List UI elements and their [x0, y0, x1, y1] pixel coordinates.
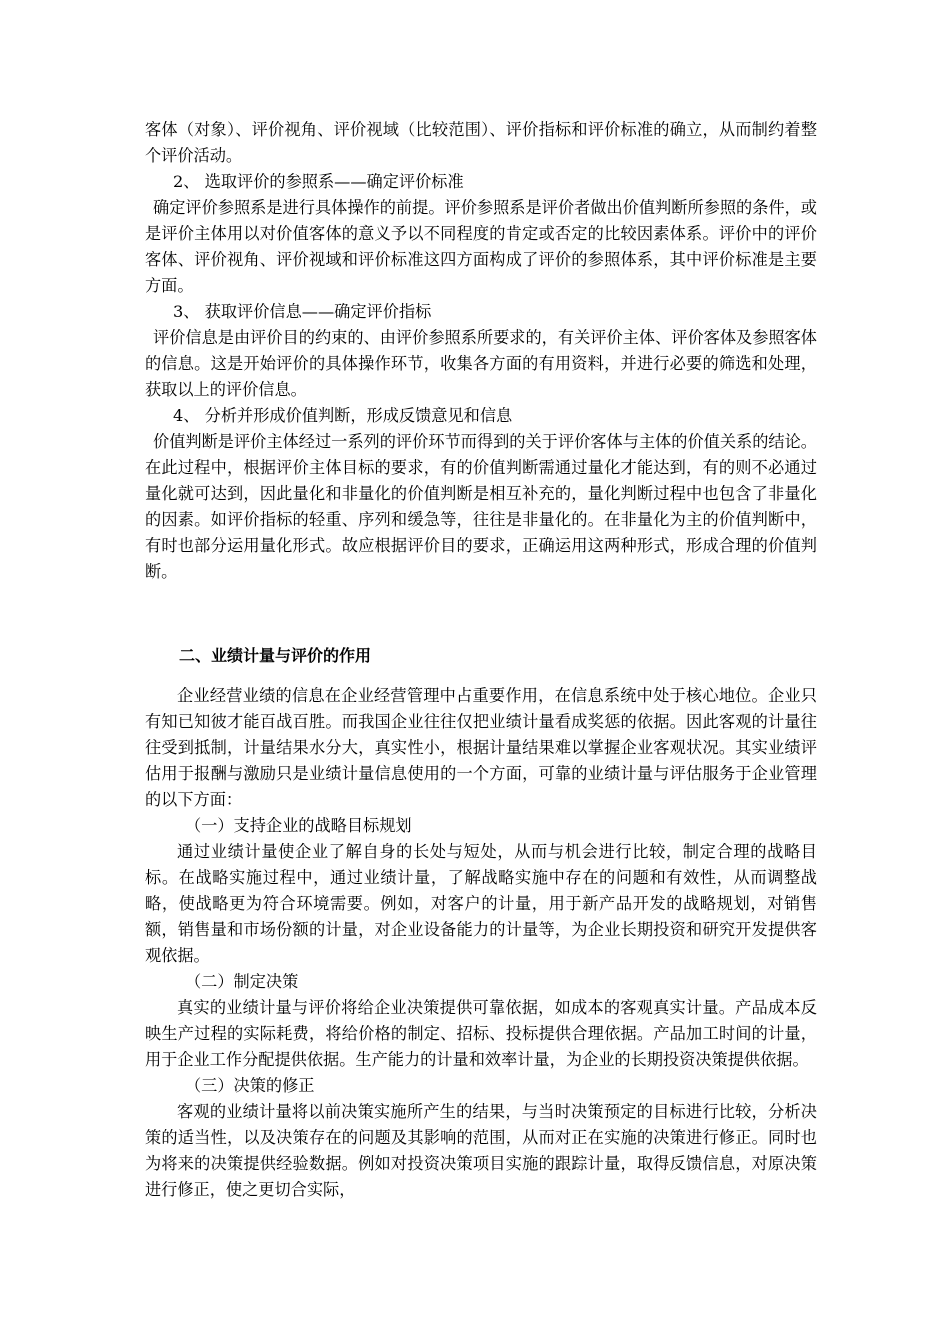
paragraph-value-judgment: 价值判断是评价主体经过一系列的评价环节而得到的关于评价客体与主体的价值关系的结论。在此过程中，根据评价主体目标的要求，有的价值判断需通过量化才能达到，有的则不必通过量化就可达到，因此量化和非量化的价值判断是相互补充的，量化判断过程中也包含了非量化的因素。如评价指标的轻重、序列和缓急等，往往是非量化的。在非量化为主的价值判断中，有时也部分运用量化形式。故应根据评价目的要求，正确运用这两种形式，形成合理的价值判断。: [145, 432, 817, 581]
paragraph-strategy-planning: 通过业绩计量使企业了解自身的长处与短处，从而与机会进行比较，制定合理的战略目标。在战略实施过程中，通过业绩计量，了解战略实施中存在的问题和有效性，从而调整战略，使战略更为符合环境需要。例如，对客户的计量，用于新产品开发的战略规划，对销售额，销售量和市场份额的计量，对企业设备能力的计量等，为企业长期投资和研究开发提供客观依据。: [145, 842, 817, 965]
paragraph-reference-system: 确定评价参照系是进行具体操作的前提。评价参照系是评价者做出价值判断所参照的条件，或是评价主体用以对价值客体的意义予以不同程度的肯定或否定的比较因素体系。评价中的评价客体、评价视角、评价视域和评价标准这四方面构成了评价的参照体系，其中评价标准是主要方面。: [145, 198, 817, 295]
paragraph-decision-revision: 客观的业绩计量将以前决策实施所产生的结果，与当时决策预定的目标进行比较，分析决策的适当性，以及决策存在的问题及其影响的范围，从而对正在实施的决策进行修正。同时也为将来的决策提供经验数据。例如对投资决策项目实施的跟踪计量，取得反馈信息，对原决策进行修正，使之更切合实际，: [145, 1102, 817, 1199]
step-4-heading: 4、 分析并形成价值判断，形成反馈意见和信息: [173, 406, 513, 425]
paragraph-decision-making: 真实的业绩计量与评价将给企业决策提供可靠依据，如成本的客观真实计量。产品成本反映生产过程的实际耗费，将给价格的制定、招标、投标提供合理依据。产品加工时间的计量，用于企业工作分配提供依据。生产能力的计量和效率计量，为企业的长期投资决策提供依据。: [145, 998, 817, 1069]
paragraph-performance-info: 企业经营业绩的信息在企业经营管理中占重要作用，在信息系统中处于核心地位。企业只有知已知彼才能百战百胜。而我国企业往往仅把业绩计量看成奖惩的依据。因此客观的计量往往受到抵制，计量结果水分大，真实性小，根据计量结果难以掌握企业客观状况。其实业绩评估用于报酬与激励只是业绩计量信息使用的一个方面，可靠的业绩计量与评估服务于企业管理的以下方面：: [145, 686, 817, 809]
subheading-decision-revision: （三）决策的修正: [185, 1076, 315, 1095]
paragraph-evaluation-info: 评价信息是由评价目的约束的、由评价参照系所要求的，有关评价主体、评价客体及参照客体的信息。这是开始评价的具体操作环节，收集各方面的有用资料，并进行必要的筛选和处理，获取以上的评价信息。: [145, 328, 817, 399]
subheading-decision-making: （二）制定决策: [185, 972, 299, 991]
section-heading-role-of-measurement: 二、业绩计量与评价的作用: [179, 646, 372, 665]
step-2-heading: 2、 选取评价的参照系——确定评价标准: [173, 172, 464, 191]
paragraph-evaluation-elements: 客体（对象）、评价视角、评价视域（比较范围）、评价指标和评价标准的确立，从而制约着整个评价活动。: [145, 120, 817, 165]
document-body: [145, 117, 817, 1203]
subheading-strategy-planning: （一）支持企业的战略目标规划: [185, 816, 412, 835]
step-3-heading: 3、 获取评价信息——确定评价指标: [173, 302, 432, 321]
